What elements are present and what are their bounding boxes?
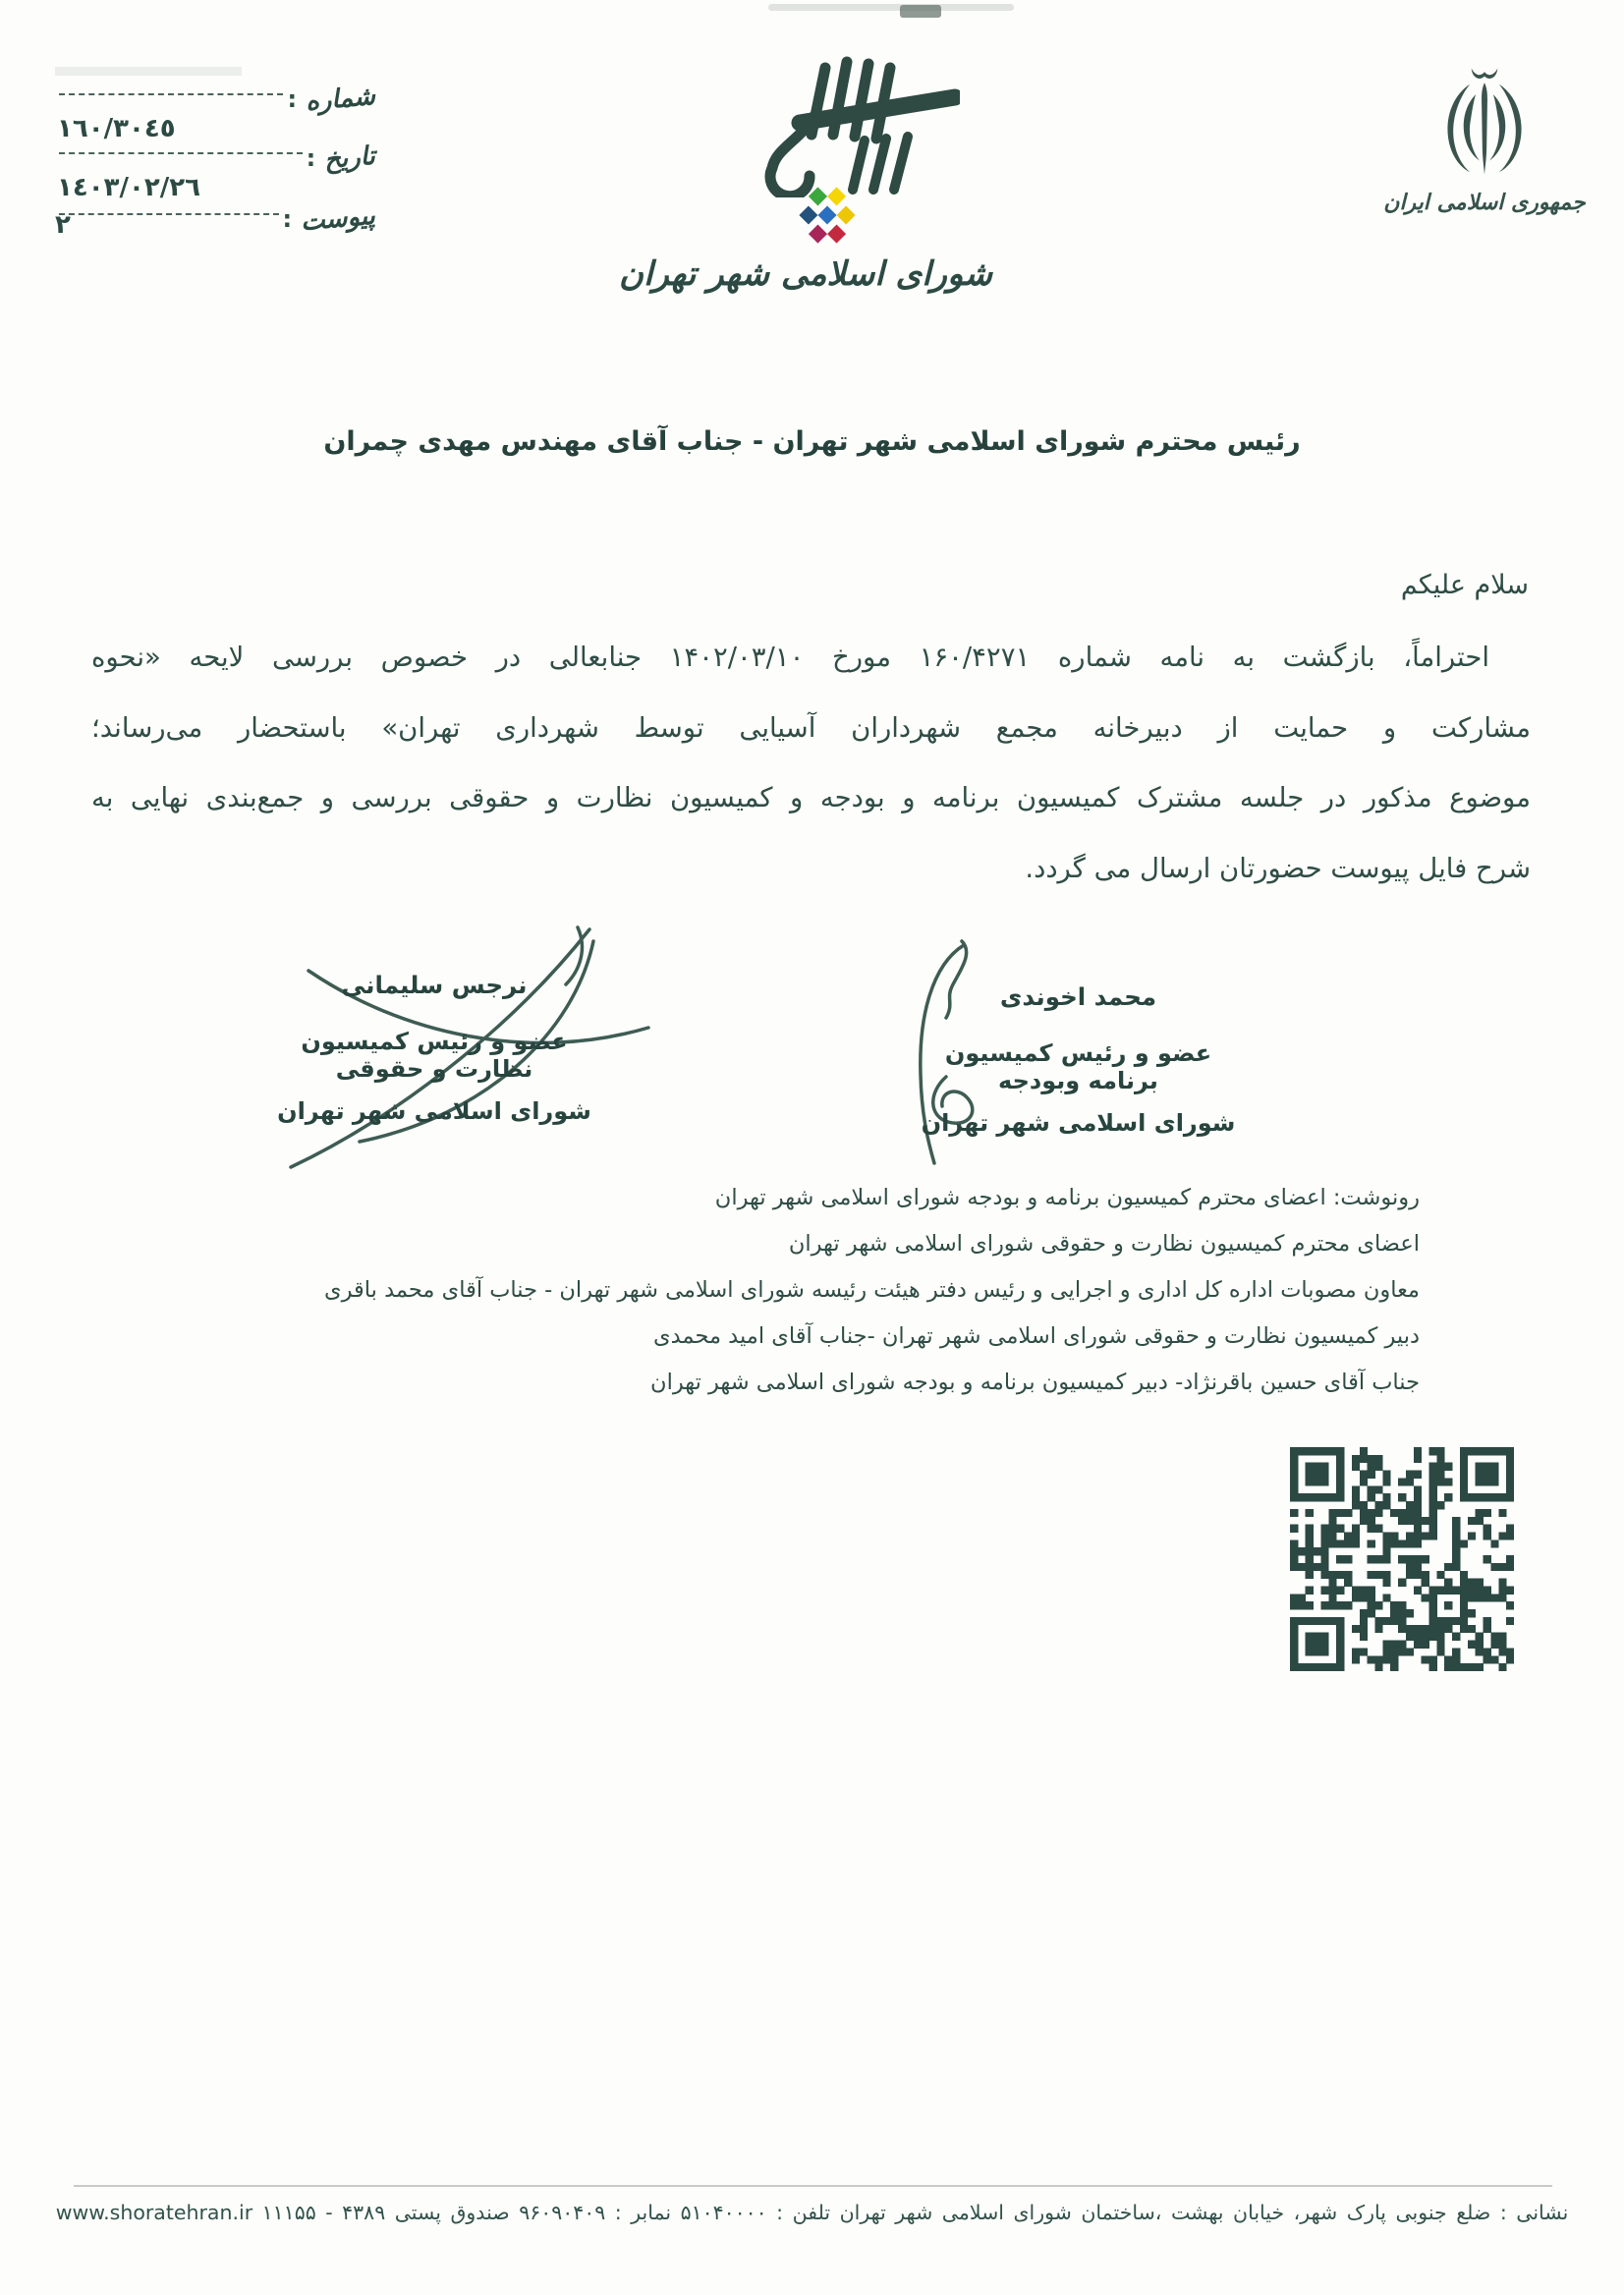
signatory-name: نرجس سلیمانی bbox=[341, 971, 528, 999]
iran-emblem-icon bbox=[1412, 51, 1557, 189]
meta-dashed-line bbox=[59, 152, 303, 154]
letter-body bbox=[91, 623, 1531, 904]
meta-number-value: ١٦٠/٣٠٤٥ bbox=[57, 114, 176, 143]
cc-item: جناب آقای حسین باقرنژاد- دبیر کمیسیون برنامه و بودجه شورای اسلامی شهر تهران bbox=[650, 1370, 1420, 1395]
signatory-title: عضو و رئیس کمیسیون برنامه وبودجه bbox=[944, 1039, 1212, 1094]
meta-attachment-label: پیوست bbox=[299, 200, 377, 238]
cc-item: اعضای محترم کمیسیون نظارت و حقوقی شورای اسلامی شهر تهران bbox=[788, 1231, 1420, 1257]
cc-item: رونوشت: اعضای محترم کمیسیون برنامه و بودجه شورای اسلامی شهر تهران bbox=[714, 1185, 1420, 1210]
meta-colon: : bbox=[306, 144, 316, 172]
iran-emblem bbox=[1368, 51, 1601, 215]
scan-artifact bbox=[55, 67, 242, 76]
meta-date-value: ١٤٠٣/٠٢/٢٦ bbox=[57, 173, 200, 202]
cc-item: دبیر کمیسیون نظارت و حقوقی شورای اسلامی شهر تهران -جناب آقای امید محمدی bbox=[653, 1323, 1420, 1349]
signatory-name: محمد اخوندی bbox=[999, 982, 1157, 1011]
body-line: مشارکت و حمایت از دبیرخانه مجمع شهرداران آسیایی توسط شهرداری تهران» باستحضار می‌رساند؛ bbox=[91, 711, 1531, 744]
meta-date-row bbox=[51, 140, 377, 176]
meta-dashed-line bbox=[59, 93, 283, 95]
salutation: سلام علیکم bbox=[1400, 570, 1529, 600]
council-logo-caption: شورای اسلامی شهر تهران bbox=[618, 254, 993, 294]
council-logo-diamonds-icon bbox=[786, 185, 868, 246]
signatory-org: شورای اسلامی شهر تهران bbox=[277, 1097, 591, 1125]
meta-colon: : bbox=[287, 85, 298, 113]
council-logo bbox=[609, 44, 1002, 334]
cc-item: معاون مصوبات اداره کل اداری و اجرایی و رئیس دفتر هیئت رئیسه شورای اسلامی شهر تهران - جناب آقای محمد باقری bbox=[324, 1277, 1420, 1303]
meta-attachment-value: ٢ bbox=[55, 210, 71, 240]
body-line: شرح فایل پیوست حضورتان ارسال می گردد. bbox=[1025, 852, 1531, 884]
footer-divider bbox=[74, 2185, 1552, 2187]
cc-list bbox=[98, 1175, 1420, 1406]
iran-emblem-caption: جمهوری اسلامی ایران bbox=[1383, 191, 1586, 215]
scan-artifact bbox=[900, 5, 941, 18]
meta-date-label: تاریخ bbox=[323, 140, 377, 176]
addressee-line: رئیس محترم شورای اسلامی شهر تهران - جناب آقای مهندس مهدی چمران bbox=[323, 426, 1301, 457]
qr-code bbox=[1290, 1447, 1514, 1671]
signature-block-soleimani bbox=[267, 971, 601, 1125]
meta-number-label: شماره bbox=[304, 81, 377, 118]
signatory-org: شورای اسلامی شهر تهران bbox=[921, 1109, 1236, 1137]
footer-address: نشانی : ضلع جنوبی پارک شهر، خیابان بهشت ،ساختمان شورای اسلامی شهر تهران تلفن : ۵۱۰۴۰۰۰۰ نمابر : ۹۶۰۹۰۴۰۹ صندوق پستی ۴۳۸۹ - ۱۱۱۵۵ www.shoratehran.ir bbox=[55, 2201, 1569, 2224]
letter-meta bbox=[51, 81, 377, 261]
signature-block-akhoundi bbox=[919, 982, 1238, 1137]
meta-attachment-row bbox=[51, 200, 377, 238]
meta-colon: : bbox=[282, 205, 293, 233]
meta-dashed-line bbox=[59, 213, 279, 215]
meta-number-row bbox=[51, 81, 377, 118]
body-line: احتراماً، بازگشت به نامه شماره ۱۶۰/۴۲۷۱ مورخ ۱۴۰۲/۰۳/۱۰ جنابعالی در خصوص بررسی لایحه «نحوه bbox=[91, 642, 1489, 673]
signatory-title: عضو و رئیس کمیسیون نظارت و حقوقی bbox=[301, 1028, 568, 1083]
council-logo-mark-icon bbox=[749, 50, 960, 197]
body-line: موضوع مذکور در جلسه مشترک کمیسیون برنامه و بودجه و کمیسیون نظارت و حقوقی بررسی و جمع‌بندی نهایی به bbox=[91, 782, 1531, 813]
scan-artifact bbox=[768, 4, 1014, 11]
